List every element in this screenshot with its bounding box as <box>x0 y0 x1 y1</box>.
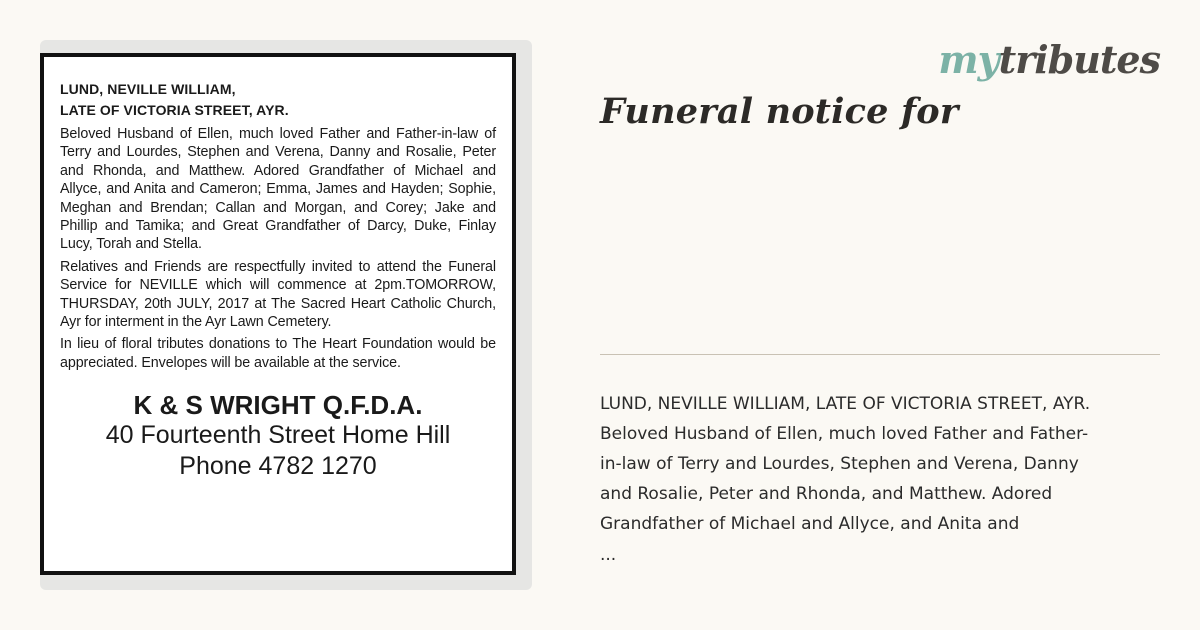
logo-my: my <box>938 37 999 82</box>
mytributes-logo <box>938 36 1160 84</box>
funeral-director-phone: Phone 4782 1270 <box>179 452 377 481</box>
notice-address-line: LATE OF VICTORIA STREET, AYR. <box>60 102 289 118</box>
notice-funeral-director <box>60 390 496 482</box>
notice-paragraph-donations: In lieu of floral tributes donations to The Heart Foundation would be appreciated. Envelopes will be available at the service. <box>60 336 496 371</box>
excerpt-ellipsis: ... <box>600 545 617 565</box>
excerpt-line: Grandfather of Michael and Allyce, and Anita and <box>600 514 1020 534</box>
notice-excerpt <box>600 389 1180 539</box>
funeral-director-address: 40 Fourteenth Street Home Hill <box>105 421 451 450</box>
notice-paragraph-family: Beloved Husband of Ellen, much loved Father and Father-in-law of Terry and Lourdes, Stephen and Verena, Danny and Rosalie, Peter and Rhonda, and Matthew. Adored Grandfather of Michael and Allyce, and Anita and Cameron; Emma, James and Hayden; Sophie, Meghan and Brendan; Callan and Morgan, and Corey; Jake and Phillip and Tamika; and Great Grandfather of Darcy, Duke, Finlay Lucy, Torah and Stella. <box>60 126 496 253</box>
notice-name-line: LUND, NEVILLE WILLIAM, <box>60 81 236 97</box>
page-title: Funeral notice for <box>600 91 959 132</box>
notice-paragraph-service: Relatives and Friends are respectfully invited to attend the Funeral Service for NEVILLE which will commence at 2pm.TOMORROW, THURSDAY, 20th JULY, 2017 at The Sacred Heart Catholic Church, Ayr for interment in the Ayr Lawn Cemetery. <box>60 258 496 331</box>
funeral-director-name: K & S WRIGHT Q.F.D.A. <box>133 390 423 421</box>
funeral-notice-image <box>40 53 516 575</box>
logo-tributes: tributes <box>998 37 1160 82</box>
excerpt-line: and Rosalie, Peter and Rhonda, and Matthew. Adored <box>600 484 1053 504</box>
excerpt-line: Beloved Husband of Ellen, much loved Father and Father- <box>600 424 1089 444</box>
excerpt-line: LUND, NEVILLE WILLIAM, LATE OF VICTORIA STREET, AYR. <box>600 394 1091 414</box>
excerpt-line: in-law of Terry and Lourdes, Stephen and Verena, Danny <box>600 454 1079 474</box>
divider <box>600 354 1160 355</box>
